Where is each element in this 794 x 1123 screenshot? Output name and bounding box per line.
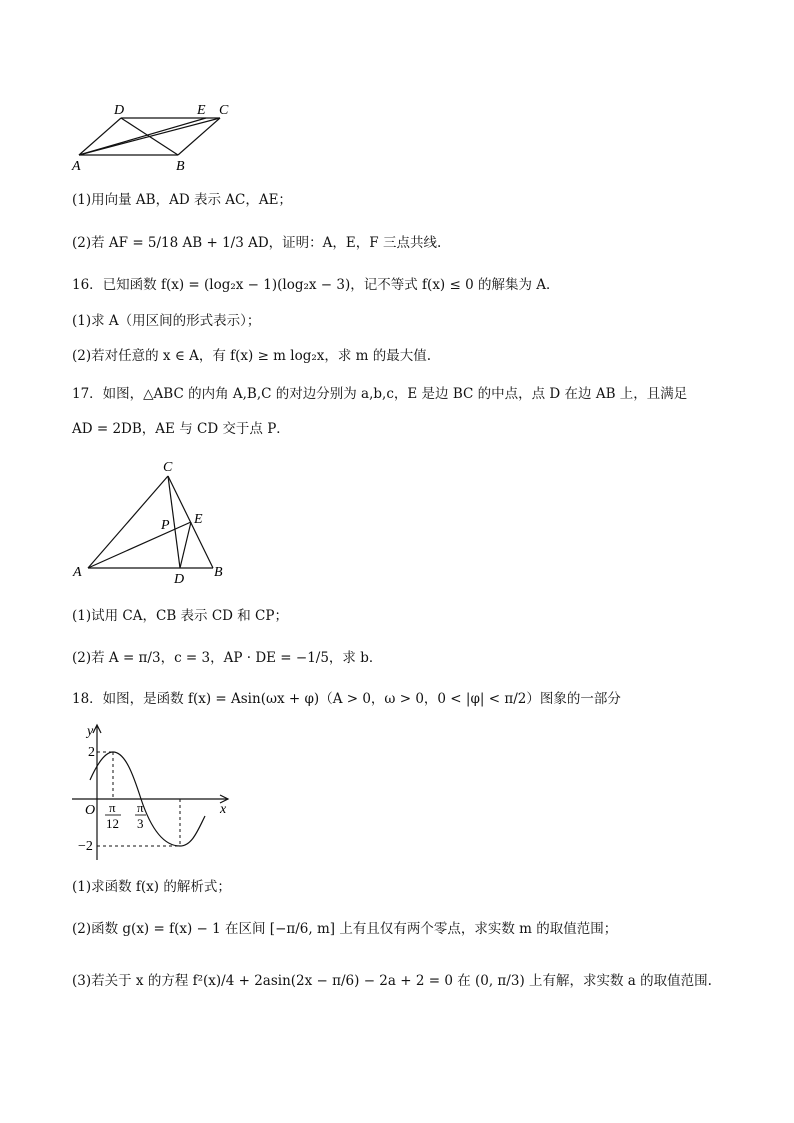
- parallelogram-figure: [70, 96, 240, 176]
- q18-part2: (2)函数 g(x) = f(x) − 1 在区间 [−π/6, m] 上有且仅有两个零点，求实数 m 的取值范围；: [72, 921, 618, 937]
- label-E: E: [194, 512, 203, 527]
- q18-part3: (3)若关于 x 的方程 f²(x)/4 + 2asin(2x − π/6) − 2a + 2 = 0 在 (0, π/3) 上有解，求实数 a 的取值范围.: [72, 973, 712, 989]
- tick2-numerator: π: [137, 800, 144, 815]
- q18-part1: (1)求函数 f(x) 的解析式；: [72, 879, 231, 895]
- q17-stem-line1: 17．如图，△ABC 的内角 A,B,C 的对边分别为 a,b,c，E 是边 BC 的中点，点 D 在边 AB 上，且满足: [72, 386, 688, 402]
- x-axis-label: x: [220, 802, 227, 817]
- tick1-numerator: π: [109, 800, 116, 815]
- q17-part2: (2)若 A = π/3，c = 3，AP · DE = −1/5，求 b．: [72, 650, 383, 666]
- q16-part2: (2)若对任意的 x ∈ A，有 f(x) ≥ m log₂x，求 m 的最大值.: [72, 348, 432, 364]
- tick2-denominator: 3: [137, 816, 144, 831]
- q18-stem: 18．如图，是函数 f(x) = Asin(ωx + φ)（A > 0，ω > 0，0 < |φ| < π/2）图象的一部分: [72, 691, 621, 707]
- sine-graph-figure: [70, 718, 240, 866]
- label-D: D: [174, 572, 185, 585]
- label-C: C: [163, 460, 173, 475]
- origin-label: O: [85, 803, 96, 818]
- q16-stem: 16．已知函数 f(x) = (log₂x − 1)(log₂x − 3)，记不等式 f(x) ≤ 0 的解集为 A．: [72, 277, 560, 293]
- q16-part1: (1)求 A（用区间的形式表示）；: [72, 313, 261, 329]
- q17-stem-line2: AD = 2DB，AE 与 CD 交于点 P．: [72, 421, 290, 437]
- y-min-label: −2: [78, 839, 93, 854]
- label-E: E: [197, 103, 206, 118]
- label-A: A: [72, 159, 81, 174]
- q15-part2: (2)若 AF = 5/18 AB + 1/3 AD，证明：A，E，F 三点共线.: [72, 235, 442, 251]
- y-axis-label: y: [87, 724, 94, 739]
- label-B: B: [214, 565, 223, 580]
- label-D: D: [114, 103, 125, 118]
- label-P: P: [161, 518, 170, 533]
- label-B: B: [176, 159, 185, 174]
- q15-part1: (1)用向量 AB，AD 表示 AC，AE；: [72, 192, 292, 208]
- label-A: A: [73, 565, 82, 580]
- label-C: C: [219, 103, 229, 118]
- y-max-label: 2: [88, 745, 95, 760]
- tick1-denominator: 12: [106, 816, 119, 831]
- q17-part1: (1)试用 CA，CB 表示 CD 和 CP；: [72, 608, 288, 624]
- triangle-figure: [70, 455, 240, 585]
